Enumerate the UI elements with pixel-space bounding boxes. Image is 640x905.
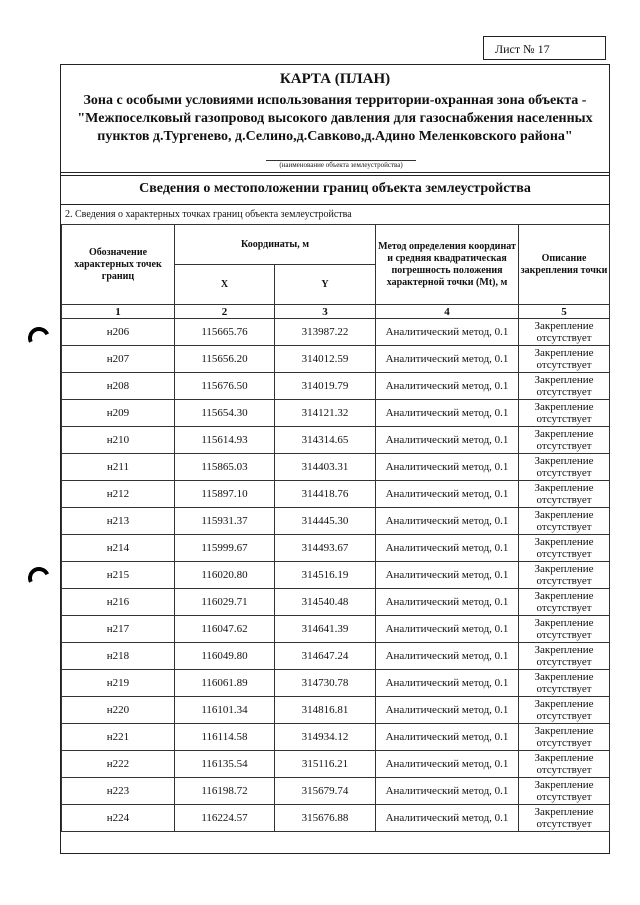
object-name: Зона с особыми условиями использования территории-охранная зона объекта -"Межпоселковый газопровод высокого давления для газоснабжения населенных пунктов д.Тургенево, д.Селино,д.Савково,д.Адино Меленковского района" <box>77 93 593 144</box>
fixation-cell: Закрепление отсутствует <box>519 346 610 373</box>
x-coordinate-cell: 116061.89 <box>175 670 275 697</box>
method-cell: Аналитический метод, 0.1 <box>376 346 519 373</box>
fixation-cell: Закрепление отсутствует <box>519 319 610 346</box>
point-cell: н220 <box>62 697 175 724</box>
table-row <box>62 481 610 508</box>
point-cell: н212 <box>62 481 175 508</box>
header-point: Обозначение характерных точек границ <box>62 225 175 305</box>
fixation-cell: Закрепление отсутствует <box>519 643 610 670</box>
method-cell: Аналитический метод, 0.1 <box>376 562 519 589</box>
title-block <box>61 65 609 172</box>
point-cell: н224 <box>62 805 175 832</box>
y-coordinate-cell: 315116.21 <box>275 751 376 778</box>
method-cell: Аналитический метод, 0.1 <box>376 400 519 427</box>
boundary-points-table <box>61 224 610 832</box>
y-coordinate-cell: 314012.59 <box>275 346 376 373</box>
fixation-cell: Закрепление отсутствует <box>519 724 610 751</box>
x-coordinate-cell: 116224.57 <box>175 805 275 832</box>
x-coordinate-cell: 116114.58 <box>175 724 275 751</box>
method-cell: Аналитический метод, 0.1 <box>376 589 519 616</box>
y-coordinate-cell: 314730.78 <box>275 670 376 697</box>
y-coordinate-cell: 314418.76 <box>275 481 376 508</box>
method-cell: Аналитический метод, 0.1 <box>376 751 519 778</box>
y-coordinate-cell: 314934.12 <box>275 724 376 751</box>
method-cell: Аналитический метод, 0.1 <box>376 616 519 643</box>
object-name-caption: (наименование объекта землеустройства) <box>266 160 416 170</box>
method-cell: Аналитический метод, 0.1 <box>376 454 519 481</box>
table-row <box>62 751 610 778</box>
x-coordinate-cell: 116101.34 <box>175 697 275 724</box>
y-coordinate-cell: 314540.48 <box>275 589 376 616</box>
fixation-cell: Закрепление отсутствует <box>519 616 610 643</box>
y-coordinate-cell: 314493.67 <box>275 535 376 562</box>
table-row <box>62 427 610 454</box>
y-coordinate-cell: 314641.39 <box>275 616 376 643</box>
method-cell: Аналитический метод, 0.1 <box>376 508 519 535</box>
method-cell: Аналитический метод, 0.1 <box>376 697 519 724</box>
table-row <box>62 454 610 481</box>
subsection-title: 2. Сведения о характерных точках границ объекта землеустройства <box>65 209 352 220</box>
point-cell: н223 <box>62 778 175 805</box>
point-cell: н215 <box>62 562 175 589</box>
table-row <box>62 643 610 670</box>
method-cell: Аналитический метод, 0.1 <box>376 778 519 805</box>
table-row <box>62 724 610 751</box>
point-cell: н218 <box>62 643 175 670</box>
x-coordinate-cell: 116020.80 <box>175 562 275 589</box>
x-coordinate-cell: 115865.03 <box>175 454 275 481</box>
point-cell: н210 <box>62 427 175 454</box>
point-cell: н206 <box>62 319 175 346</box>
point-cell: н211 <box>62 454 175 481</box>
table-row <box>62 778 610 805</box>
fixation-cell: Закрепление отсутствует <box>519 481 610 508</box>
table-row <box>62 319 610 346</box>
fixation-cell: Закрепление отсутствует <box>519 751 610 778</box>
y-coordinate-cell: 315676.88 <box>275 805 376 832</box>
x-coordinate-cell: 115897.10 <box>175 481 275 508</box>
column-number: 2 <box>175 305 275 319</box>
x-coordinate-cell: 115931.37 <box>175 508 275 535</box>
method-cell: Аналитический метод, 0.1 <box>376 805 519 832</box>
method-cell: Аналитический метод, 0.1 <box>376 481 519 508</box>
header-y: Y <box>275 265 376 305</box>
header-method: Метод определения координат и средняя квадратическая погрешность положения характерной точки (Mt), м <box>376 225 519 305</box>
x-coordinate-cell: 116047.62 <box>175 616 275 643</box>
table-row <box>62 562 610 589</box>
table-row <box>62 697 610 724</box>
x-coordinate-cell: 116135.54 <box>175 751 275 778</box>
method-cell: Аналитический метод, 0.1 <box>376 643 519 670</box>
point-cell: н214 <box>62 535 175 562</box>
fixation-cell: Закрепление отсутствует <box>519 670 610 697</box>
fixation-cell: Закрепление отсутствует <box>519 427 610 454</box>
method-cell: Аналитический метод, 0.1 <box>376 319 519 346</box>
column-number: 4 <box>376 305 519 319</box>
table-row <box>62 373 610 400</box>
x-coordinate-cell: 115614.93 <box>175 427 275 454</box>
y-coordinate-cell: 314121.32 <box>275 400 376 427</box>
y-coordinate-cell: 314019.79 <box>275 373 376 400</box>
y-coordinate-cell: 313987.22 <box>275 319 376 346</box>
y-coordinate-cell: 314516.19 <box>275 562 376 589</box>
method-cell: Аналитический метод, 0.1 <box>376 373 519 400</box>
point-cell: н219 <box>62 670 175 697</box>
method-cell: Аналитический метод, 0.1 <box>376 724 519 751</box>
punch-hole-mark-top <box>25 324 53 352</box>
point-cell: н216 <box>62 589 175 616</box>
point-cell: н208 <box>62 373 175 400</box>
point-cell: н221 <box>62 724 175 751</box>
point-cell: н222 <box>62 751 175 778</box>
sheet-number: Лист № 17 <box>483 36 606 60</box>
x-coordinate-cell: 116029.71 <box>175 589 275 616</box>
x-coordinate-cell: 115654.30 <box>175 400 275 427</box>
divider <box>61 172 609 173</box>
column-number: 1 <box>62 305 175 319</box>
point-cell: н213 <box>62 508 175 535</box>
x-coordinate-cell: 116198.72 <box>175 778 275 805</box>
x-coordinate-cell: 115999.67 <box>175 535 275 562</box>
table-row <box>62 589 610 616</box>
table-row <box>62 616 610 643</box>
fixation-cell: Закрепление отсутствует <box>519 697 610 724</box>
y-coordinate-cell: 314445.30 <box>275 508 376 535</box>
header-coordinates: Координаты, м <box>175 225 376 265</box>
table-row <box>62 535 610 562</box>
fixation-cell: Закрепление отсутствует <box>519 589 610 616</box>
point-cell: н217 <box>62 616 175 643</box>
punch-hole-mark-bottom <box>25 564 53 592</box>
point-cell: н207 <box>62 346 175 373</box>
x-coordinate-cell: 116049.80 <box>175 643 275 670</box>
method-cell: Аналитический метод, 0.1 <box>376 535 519 562</box>
header-description: Описание закрепления точки <box>519 225 610 305</box>
column-number: 3 <box>275 305 376 319</box>
fixation-cell: Закрепление отсутствует <box>519 562 610 589</box>
table-row <box>62 400 610 427</box>
y-coordinate-cell: 314403.31 <box>275 454 376 481</box>
y-coordinate-cell: 314816.81 <box>275 697 376 724</box>
fixation-cell: Закрепление отсутствует <box>519 508 610 535</box>
x-coordinate-cell: 115676.50 <box>175 373 275 400</box>
column-number: 5 <box>519 305 610 319</box>
fixation-cell: Закрепление отсутствует <box>519 400 610 427</box>
fixation-cell: Закрепление отсутствует <box>519 535 610 562</box>
y-coordinate-cell: 314647.24 <box>275 643 376 670</box>
method-cell: Аналитический метод, 0.1 <box>376 427 519 454</box>
fixation-cell: Закрепление отсутствует <box>519 805 610 832</box>
header-x: X <box>175 265 275 305</box>
table-row <box>62 508 610 535</box>
document-frame <box>60 64 610 854</box>
table-row <box>62 805 610 832</box>
table-row <box>62 670 610 697</box>
fixation-cell: Закрепление отсутствует <box>519 778 610 805</box>
y-coordinate-cell: 315679.74 <box>275 778 376 805</box>
fixation-cell: Закрепление отсутствует <box>519 454 610 481</box>
x-coordinate-cell: 115665.76 <box>175 319 275 346</box>
x-coordinate-cell: 115656.20 <box>175 346 275 373</box>
fixation-cell: Закрепление отсутствует <box>519 373 610 400</box>
table-row <box>62 346 610 373</box>
divider <box>61 204 609 205</box>
map-title: КАРТА (ПЛАН) <box>279 71 391 87</box>
y-coordinate-cell: 314314.65 <box>275 427 376 454</box>
method-cell: Аналитический метод, 0.1 <box>376 670 519 697</box>
point-cell: н209 <box>62 400 175 427</box>
section-title: Сведения о местоположении границ объекта землеустройства <box>139 181 531 196</box>
